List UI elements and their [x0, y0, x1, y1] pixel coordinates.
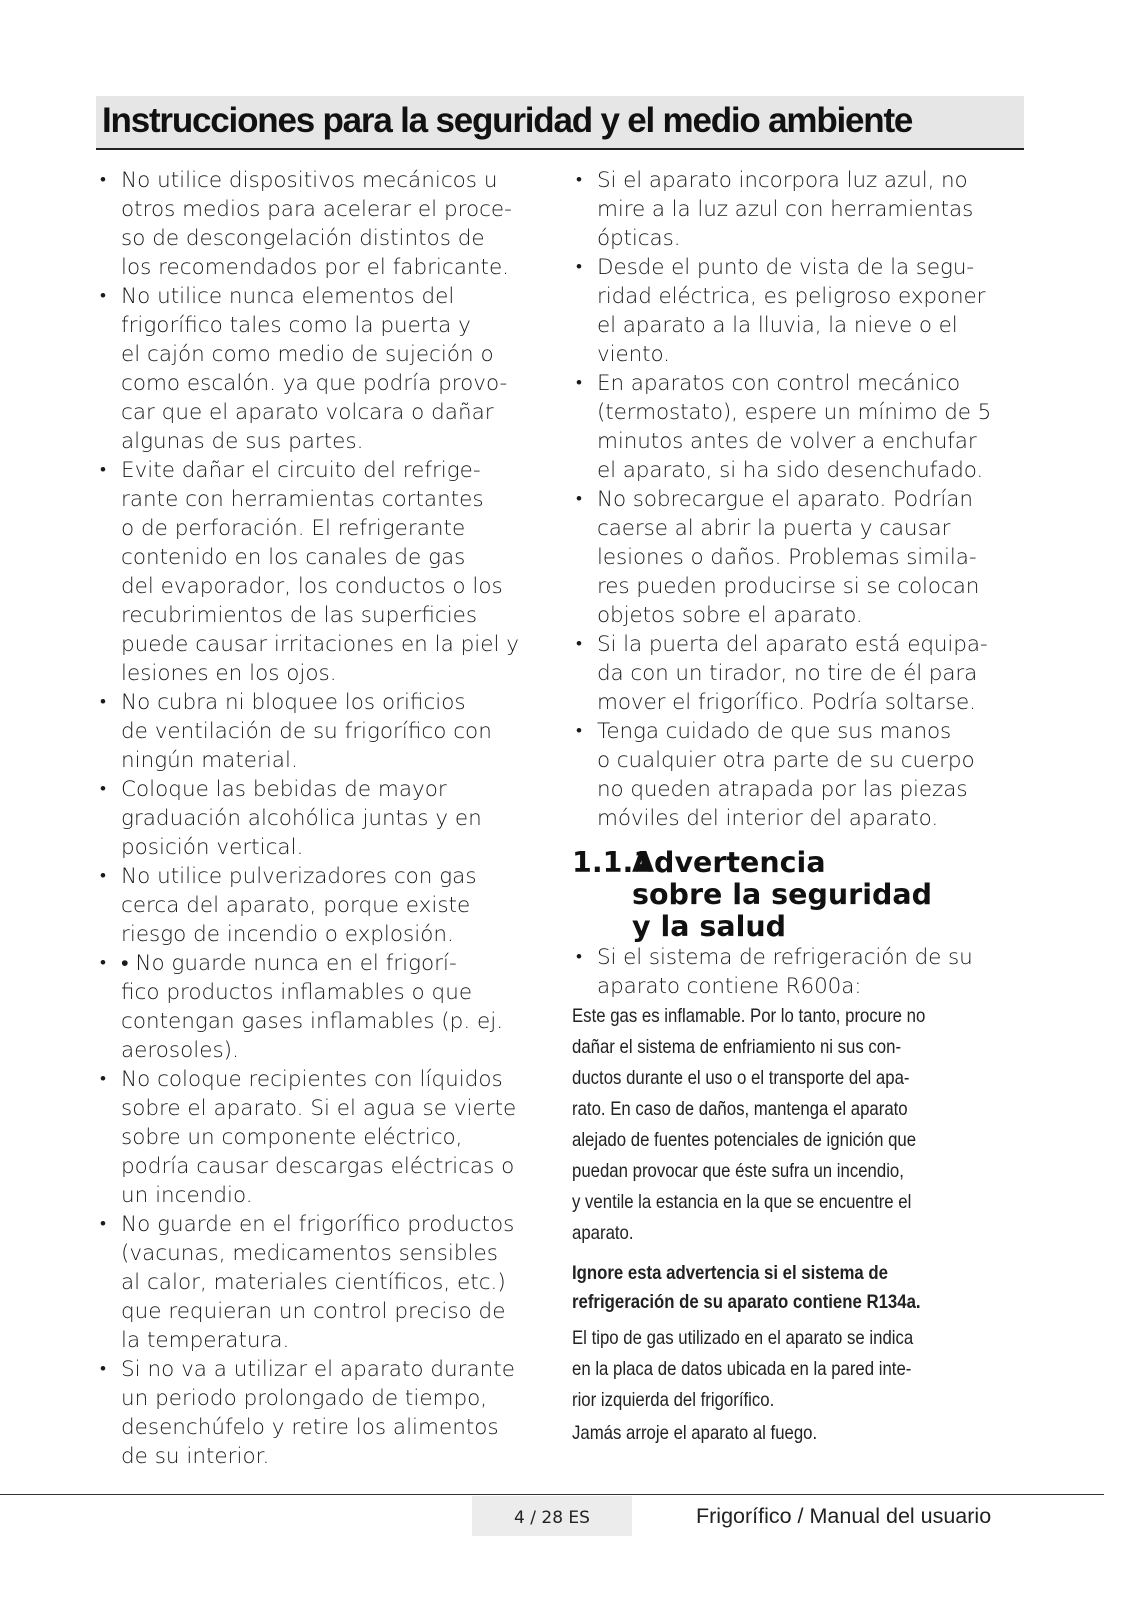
title-bar [96, 96, 1024, 150]
text-line: No sobrecargue el aparato. Podrían [597, 487, 973, 512]
manual-title: Frigorífico / Manual del usuario [696, 1504, 992, 1528]
bullet-icon: • [100, 1214, 106, 1234]
section-paragraph-fire: Jamás arroje el aparato al fuego. [572, 1422, 818, 1444]
text-line: aparato. [572, 1222, 634, 1244]
bullet-icon: • [100, 692, 106, 712]
text-line: No utilice dispositivos mecánicos u [121, 168, 498, 193]
bullet-item [572, 253, 1042, 369]
bullet-icon: • [576, 634, 582, 654]
bullet-icon: • [100, 866, 106, 886]
section-number: 1.1.1 [572, 846, 654, 879]
bullet-item [96, 688, 556, 775]
bullet-item [96, 1355, 556, 1471]
page-title: Instrucciones para la seguridad y el medio ambiente [102, 101, 913, 140]
text-line: recubrimientos de las superficies [121, 603, 478, 628]
text-line: puede causar irritaciones en la piel y [121, 632, 520, 657]
bullet-item [96, 456, 556, 688]
text-line: podría causar descargas eléctricas o [121, 1154, 515, 1179]
bullet-icon: • [100, 779, 106, 799]
text-line: No utilice pulverizadores con gas [121, 864, 477, 889]
text-line: móviles del interior del aparato. [597, 806, 939, 831]
text-line: sobre un componente eléctrico, [121, 1125, 463, 1150]
bullet-icon: • [576, 257, 582, 277]
text-line: No coloque recipientes con líquidos [121, 1067, 503, 1092]
text-line: Ignore esta advertencia si el sistema de [572, 1262, 888, 1284]
text-line: objetos sobre el aparato. [597, 603, 863, 628]
bullet-icon: • [576, 170, 582, 190]
text-line: refrigeración de su aparato contiene R134a. [572, 1291, 921, 1313]
bullet-icon: • [576, 373, 582, 393]
text-line: No guarde en el frigorífico productos [121, 1212, 515, 1237]
text-line: posición vertical. [121, 835, 304, 860]
bullet-item [572, 630, 1042, 717]
text-line: ningún material. [121, 748, 298, 773]
text-line: res pueden producirse si se colocan [597, 574, 980, 599]
bullet-icon: • [100, 1359, 106, 1379]
section-paragraph-flammable [572, 1001, 1036, 1249]
text-line: No cubra ni bloquee los orificios [121, 690, 466, 715]
text-line: (termostato), espere un mínimo de 5 [597, 400, 992, 425]
text-line: ópticas. [597, 226, 681, 251]
bullet-icon: • [576, 721, 582, 741]
text-line: de ventilación de su frigorífico con [121, 719, 492, 744]
text-line: rante con herramientas cortantes [121, 487, 484, 512]
left-bullet-list [96, 166, 556, 1471]
text-line: Coloque las bebidas de mayor [121, 777, 447, 802]
bullet-item [572, 717, 1042, 833]
page-number: 4 / 28 ES [472, 1496, 632, 1536]
text-line: Si no va a utilizar el aparato durante [121, 1357, 515, 1382]
text-line: frigorífico tales como la puerta y [121, 313, 471, 338]
text-line: de su interior. [121, 1444, 270, 1469]
bullet-icon: • [100, 953, 106, 973]
text-line: ductos durante el uso o el transporte del apa- [572, 1067, 910, 1089]
text-line: mire a la luz azul con herramientas [597, 197, 974, 222]
text-line: o de perforación. El refrigerante [121, 516, 466, 541]
text-line: no queden atrapada por las piezas [597, 777, 968, 802]
text-line: los recomendados por el fabricante. [121, 255, 510, 280]
bullet-item [96, 1065, 556, 1210]
text-line: en la placa de datos ubicada en la pared inte- [572, 1358, 912, 1380]
left-column [96, 166, 556, 1471]
text-line: viento. [597, 342, 670, 367]
text-line: • No guarde nunca en el frigorí- [121, 951, 457, 976]
text-line: desenchúfelo y retire los alimentos [121, 1415, 499, 1440]
right-column [572, 166, 1042, 1449]
text-line: del evaporador, los conductos o los [121, 574, 503, 599]
text-line: rior izquierda del frigorífico. [572, 1389, 775, 1411]
text-line: o cualquier otra parte de su cuerpo [597, 748, 975, 773]
text-line: da con un tirador, no tire de él para [597, 661, 978, 686]
text-line: fico productos inflamables o que [121, 980, 473, 1005]
text-line: ridad eléctrica, es peligroso exponer [597, 284, 986, 309]
text-line: so de descongelación distintos de [121, 226, 485, 251]
right-bullet-list [572, 166, 1042, 833]
text-line: aparato contiene R600a: [597, 974, 862, 999]
text-line: mover el frigorífico. Podría soltarse. [597, 690, 976, 715]
bullet-item [96, 775, 556, 862]
text-line: aerosoles). [121, 1038, 239, 1063]
bullet-item [572, 166, 1042, 253]
footer-divider [0, 1494, 1104, 1495]
text-line: el aparato a la lluvia, la nieve o el [597, 313, 958, 338]
bullet-item [96, 949, 556, 1065]
text-line: alejado de fuentes potenciales de ignición que [572, 1129, 917, 1151]
text-line: algunas de sus partes. [121, 429, 364, 454]
text-line: contengan gases inflamables (p. ej. [121, 1009, 504, 1034]
text-line: al calor, materiales científicos, etc.) [121, 1270, 506, 1295]
section-bullet-list [572, 943, 1042, 1001]
bullet-icon: • [100, 1069, 106, 1089]
text-line: cerca del aparato, porque existe [121, 893, 471, 918]
text-line: dañar el sistema de enfriamiento ni sus con- [572, 1036, 902, 1058]
text-line: Evite dañar el circuito del refrige- [121, 458, 481, 483]
text-line: la temperatura. [121, 1328, 290, 1353]
text-line: minutos antes de volver a enchufar [597, 429, 977, 454]
text-line: como escalón. ya que podría provo- [121, 371, 508, 396]
bullet-item [572, 369, 1042, 485]
bullet-item [572, 943, 1042, 1001]
text-line: y la salud [632, 910, 787, 943]
text-line: lesiones o daños. Problemas simila- [597, 545, 977, 570]
text-line: graduación alcohólica juntas y en [121, 806, 482, 831]
section-heading-text [632, 846, 932, 943]
text-line: riesgo de incendio o explosión. [121, 922, 454, 947]
text-line: Desde el punto de vista de la segu- [597, 255, 975, 280]
section-bold-note [572, 1259, 1036, 1317]
text-line: sobre la seguridad [632, 878, 933, 911]
text-line: El tipo de gas utilizado en el aparato se indica [572, 1327, 914, 1349]
text-line: el cajón como medio de sujeción o [121, 342, 494, 367]
text-line: caerse al abrir la puerta y causar [597, 516, 951, 541]
bullet-item [572, 485, 1042, 630]
bullet-item [96, 862, 556, 949]
bullet-icon: • [100, 286, 106, 306]
text-line: Este gas es inflamable. Por lo tanto, procure no [572, 1005, 926, 1027]
text-line: Si el sistema de refrigeración de su [597, 945, 973, 970]
text-line: Si la puerta del aparato está equipa- [597, 632, 988, 657]
bullet-icon: • [576, 489, 582, 509]
section-heading [572, 847, 1042, 943]
text-line: sobre el aparato. Si el agua se vierte [121, 1096, 517, 1121]
text-line: Tenga cuidado de que sus manos [597, 719, 952, 744]
text-line: No utilice nunca elementos del [121, 284, 455, 309]
section-paragraph-gas-type [572, 1323, 1036, 1416]
bullet-item [96, 166, 556, 282]
text-line: contenido en los canales de gas [121, 545, 466, 570]
text-line: Advertencia [632, 846, 826, 879]
text-line: puedan provocar que éste sufra un incendio, [572, 1160, 904, 1182]
text-line: el aparato, si ha sido desenchufado. [597, 458, 984, 483]
text-line: lesiones en los ojos. [121, 661, 337, 686]
text-line: otros medios para acelerar el proce- [121, 197, 512, 222]
text-line: que requieran un control preciso de [121, 1299, 506, 1324]
text-line: un incendio. [121, 1183, 253, 1208]
text-line: un periodo prolongado de tiempo, [121, 1386, 488, 1411]
bullet-item [96, 282, 556, 456]
text-line: (vacunas, medicamentos sensibles [121, 1241, 498, 1266]
bullet-icon: • [100, 170, 106, 190]
text-line: car que el aparato volcara o dañar [121, 400, 494, 425]
text-line: Si el aparato incorpora luz azul, no [597, 168, 968, 193]
text-line: y ventile la estancia en la que se encuentre el [572, 1191, 912, 1213]
text-line: rato. En caso de daños, mantenga el aparato [572, 1098, 908, 1120]
text-line: En aparatos con control mecánico [597, 371, 961, 396]
bullet-icon: • [100, 460, 106, 480]
bullet-item [96, 1210, 556, 1355]
bullet-icon: • [576, 947, 582, 967]
